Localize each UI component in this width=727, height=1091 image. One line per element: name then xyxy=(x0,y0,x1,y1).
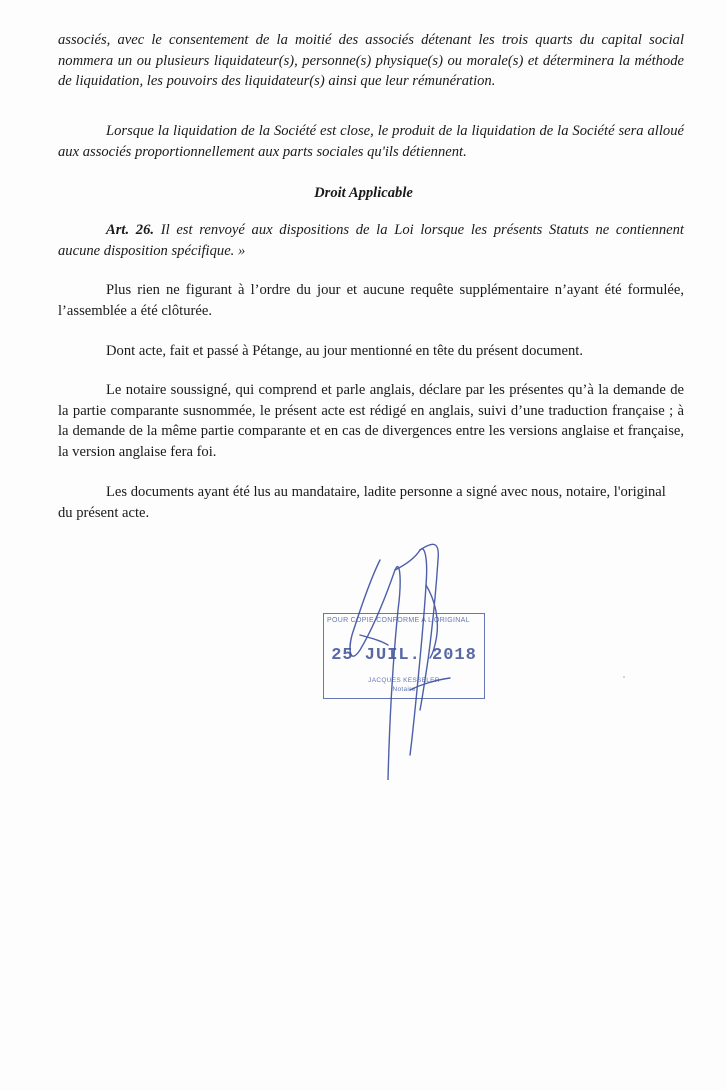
language-clause-text: Le notaire soussigné, qui comprend et parle anglais, déclare par les présentes qu’à la demande de la partie comparante susnommée, le présent acte est rédigé en anglais, suivi d’une traduction française ; à la demande de la même partie comparante et en cas de divergences entre les versions anglaise et française, la version anglaise fera foi. xyxy=(58,382,684,460)
liquidation-paragraph xyxy=(58,30,684,92)
article-text: Il est renvoyé aux dispositions de la Loi lorsque les présents Statuts ne contiennent aucune disposition spécifique. » xyxy=(58,222,684,259)
liquidation-proceeds-text: Lorsque la liquidation de la Société est close, le produit de la liquidation de la Société sera alloué aux associés proportionnellement aux parts sociales qu'ils détiennent. xyxy=(58,123,684,160)
deed-place-paragraph xyxy=(58,341,684,362)
closing-agenda-paragraph xyxy=(58,280,684,321)
liquidation-text: associés, avec le consentement de la moitié des associés détenant les trois quarts du capital social nommera un ou plusieurs liquidateur(s), personne(s) physique(s) ou morale(s) et déterminera la méthode de liquidation, les pouvoirs des liquidateur(s) ainsi que leur rémunération. xyxy=(58,32,684,89)
stamp-notary-name: JACQUES KESSELER xyxy=(368,677,440,684)
section-heading: Droit Applicable xyxy=(314,185,413,201)
notary-stamp xyxy=(323,613,485,699)
deed-place-text: Dont acte, fait et passé à Pétange, au jour mentionné en tête du présent document. xyxy=(106,343,583,359)
article-26-paragraph xyxy=(58,220,684,261)
stamp-notary-role: Notaire xyxy=(392,686,416,693)
article-label: Art. 26. xyxy=(106,222,155,238)
signature-clause-text: Les documents ayant été lus au mandataire, ladite personne a signé avec nous, notaire, l'original du présent acte. xyxy=(58,484,666,521)
closing-agenda-text: Plus rien ne figurant à l’ordre du jour et aucune requête supplémentaire n’ayant été formulée, l’assemblée a été clôturée. xyxy=(58,282,684,319)
signature-clause-paragraph xyxy=(58,482,684,523)
paper-speck xyxy=(623,676,625,678)
liquidation-proceeds-paragraph xyxy=(58,121,684,162)
stamp-date: 25 JUIL. 2018 xyxy=(331,646,477,665)
stamp-header: POUR COPIE CONFORME A L'ORIGINAL xyxy=(327,617,470,624)
language-clause-paragraph xyxy=(58,380,684,462)
